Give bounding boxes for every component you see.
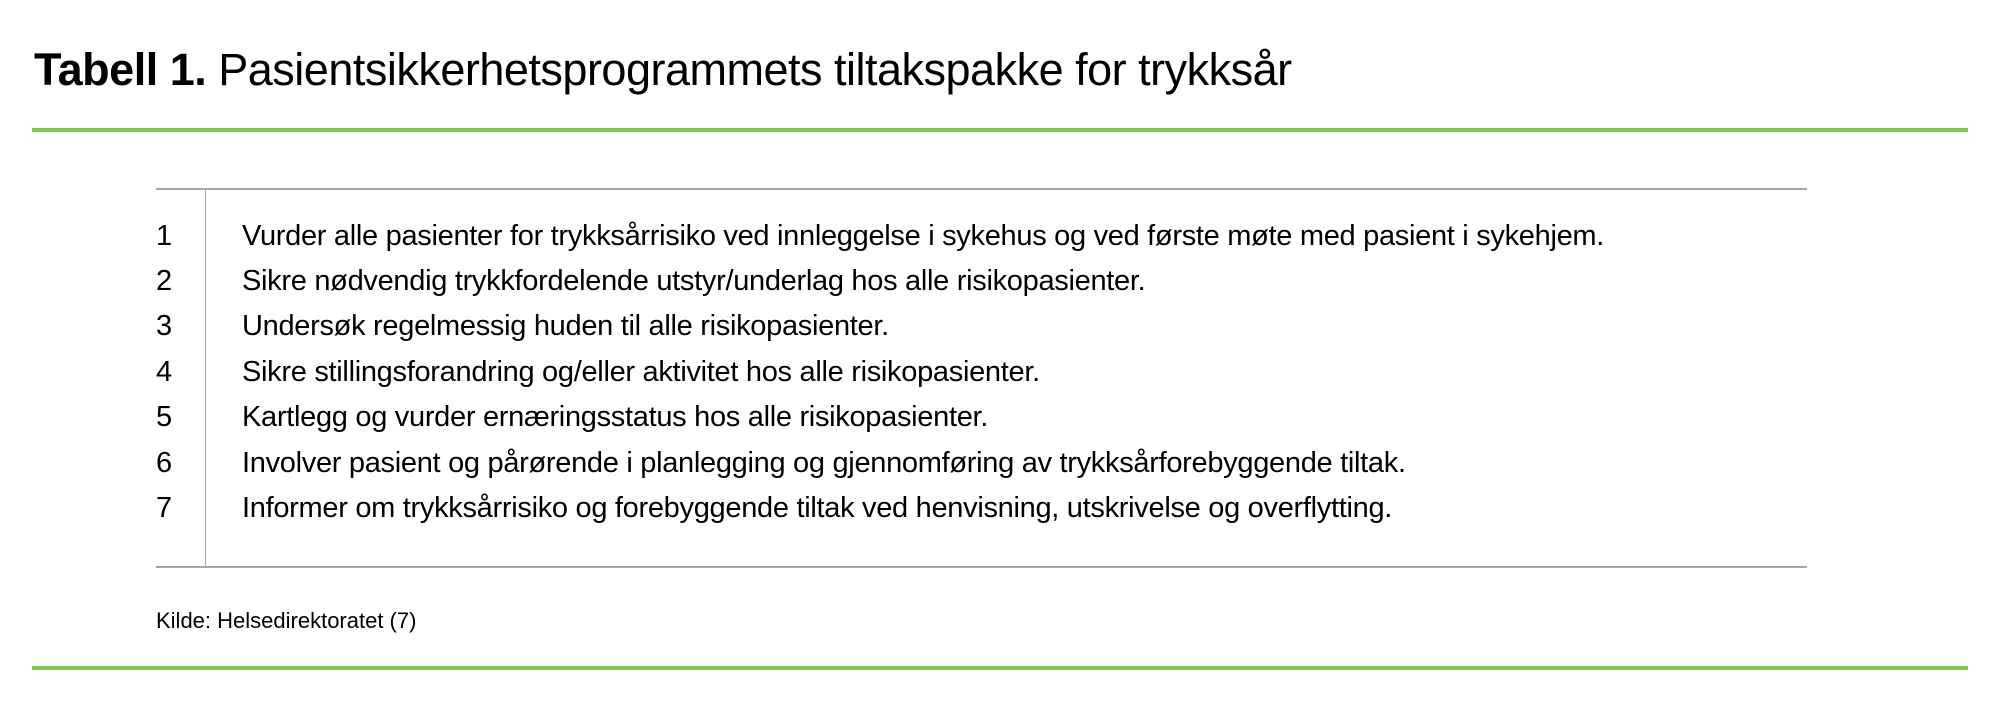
- row-number: 5: [156, 401, 172, 433]
- row-text: Informer om trykksårrisiko og forebyggende tiltak ved henvisning, utskrivelse og overflytting.: [242, 492, 1393, 524]
- row-number: 6: [156, 447, 172, 479]
- table-caption: Pasientsikkerhetsprogrammets tiltakspakke for trykksår: [218, 44, 1292, 95]
- row-text: Undersøk regelmessig huden til alle risikopasienter.: [242, 310, 889, 342]
- source-note: Kilde: Helsedirektoratet (7): [156, 608, 417, 633]
- row-text: Vurder alle pasienter for trykksårrisiko ved innleggelse i sykehus og ved første møte med pasient i sykehjem.: [242, 220, 1605, 252]
- row-number: 4: [156, 356, 172, 388]
- table-bottom-rule: [156, 566, 1807, 568]
- row-number: 3: [156, 310, 172, 342]
- top-divider: [32, 128, 1968, 132]
- table-title: [34, 44, 1292, 96]
- table-label: Tabell 1.: [34, 44, 207, 95]
- row-number: 7: [156, 492, 172, 524]
- row-text: Involver pasient og pårørende i planlegging og gjennomføring av trykksårforebyggende tiltak.: [242, 447, 1406, 479]
- column-divider: [205, 189, 206, 567]
- row-text: Kartlegg og vurder ernæringsstatus hos alle risikopasienter.: [242, 401, 989, 433]
- table-top-rule: [156, 188, 1807, 190]
- row-text: Sikre nødvendig trykkfordelende utstyr/underlag hos alle risikopasienter.: [242, 265, 1146, 297]
- row-number: 2: [156, 265, 172, 297]
- bottom-divider: [32, 666, 1968, 670]
- row-number: 1: [156, 220, 172, 252]
- row-text: Sikre stillingsforandring og/eller aktivitet hos alle risikopasienter.: [242, 356, 1040, 388]
